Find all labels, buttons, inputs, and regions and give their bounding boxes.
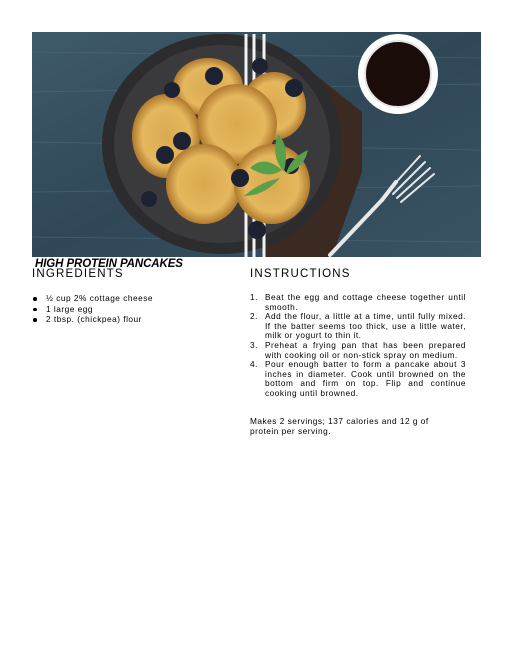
servings-summary: Makes 2 servings; 137 calories and 12 g of protein per serving. — [250, 416, 429, 437]
pancakes-photo — [32, 32, 481, 257]
list-item — [250, 341, 466, 360]
list-item: ½ cup 2% cottage cheese — [32, 293, 153, 304]
step-text: Beat the egg and cottage cheese together until smooth. — [265, 292, 466, 312]
list-item — [250, 293, 466, 312]
step-text: Preheat a frying pan that has been prepared with cooking oil or non-stick spray on medium. — [265, 339, 466, 360]
step-text: Pour enough batter to form a pancake about 3 inches in diameter. Cook until browned on the bottom and firm on top. Flip and continue cooking until browned. — [265, 359, 466, 398]
list-item: 1 large egg — [32, 304, 153, 315]
list-item — [250, 312, 466, 341]
step-text: Add the flour, a little at a time, until fully mixed. If the batter seems too thick, use a little water, milk or yogurt to thin it. — [265, 311, 466, 341]
step-number: 2. — [250, 311, 258, 322]
ingredients-list — [32, 293, 153, 325]
ingredients-heading: INGREDIENTS — [32, 268, 124, 280]
step-number: 3. — [250, 339, 258, 350]
step-number: 4. — [250, 359, 258, 370]
step-number: 1. — [250, 292, 258, 302]
list-item: 2 tbsp. (chickpea) flour — [32, 314, 153, 325]
instructions-heading: INSTRUCTIONS — [250, 268, 351, 280]
recipe-title: HIGH PROTEIN PANCAKES — [35, 258, 183, 270]
list-item — [250, 360, 466, 398]
instructions-list — [250, 293, 466, 399]
